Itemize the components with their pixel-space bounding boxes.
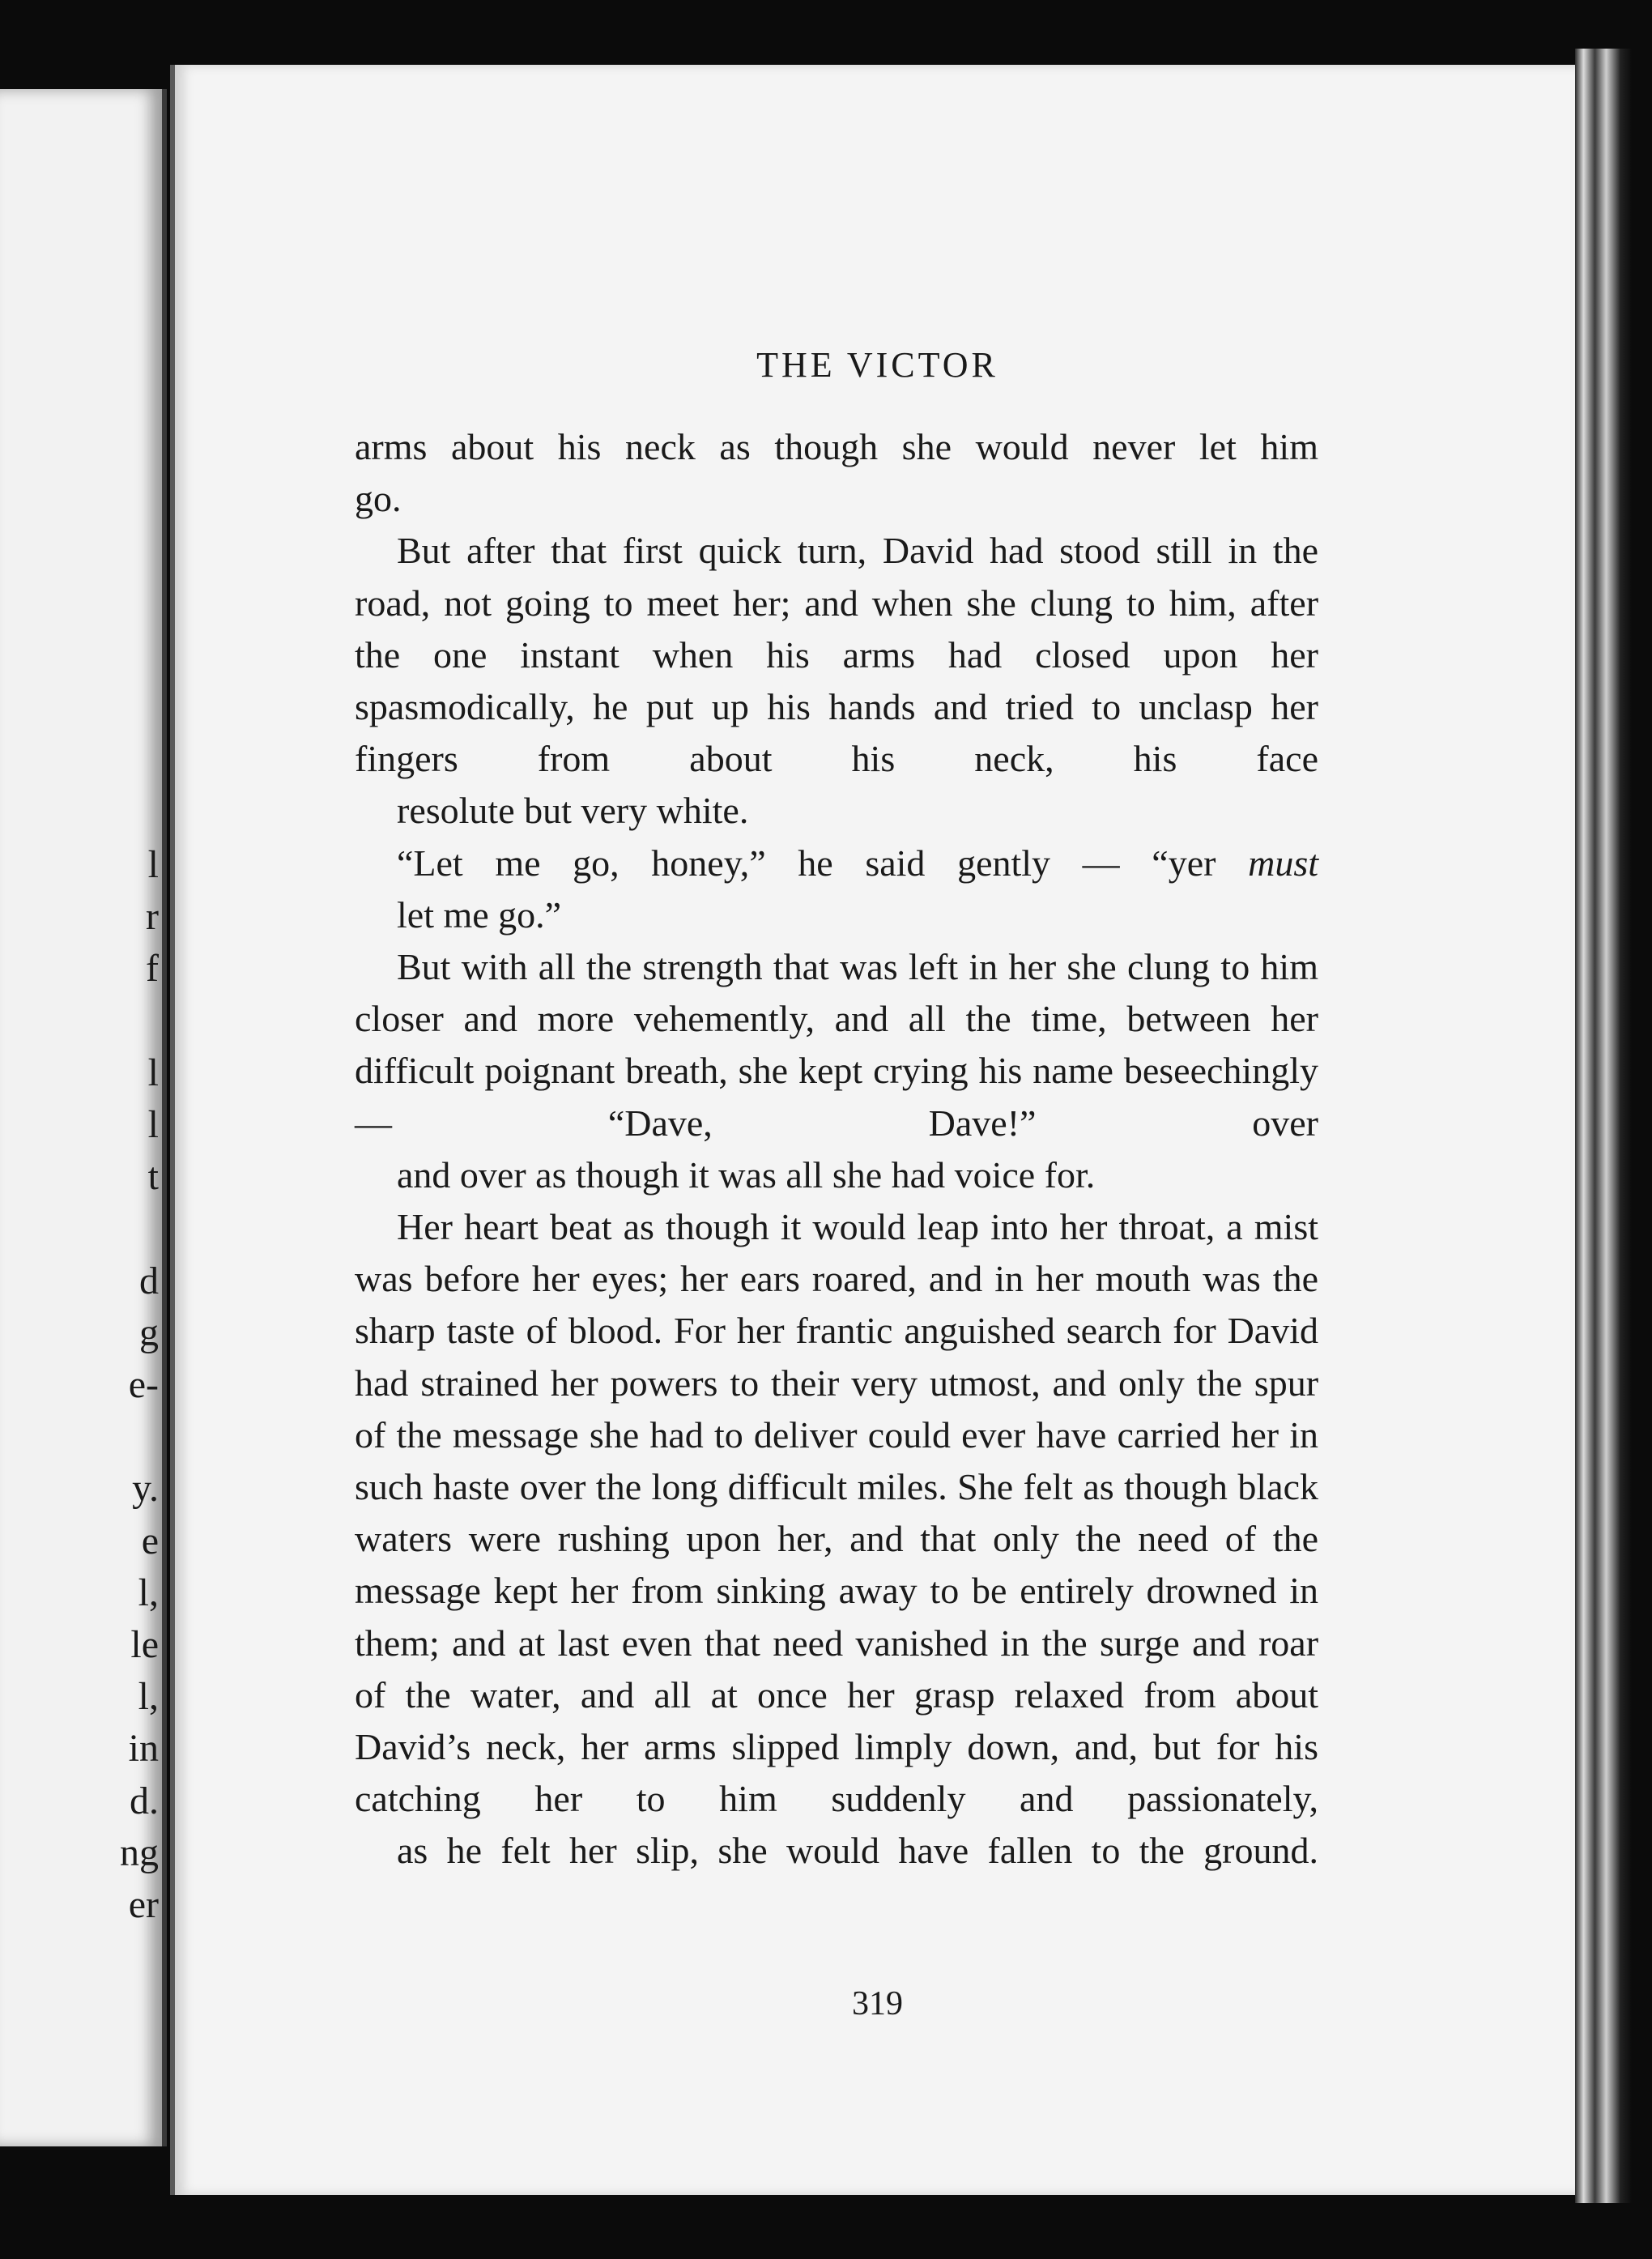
- left-page-fragment: d: [139, 1259, 159, 1302]
- line: David’s neck, her arms slipped limply down, and, but: [355, 1726, 1201, 1768]
- page-number: 319: [852, 1985, 903, 2022]
- line: upon her spasmodically, he put up his hands and tried: [355, 633, 1318, 728]
- line: arms about his neck as though she would never let him: [355, 426, 1318, 467]
- line: felt as though black waters were rushing upon her,: [355, 1466, 1318, 1560]
- paragraph-3: [355, 838, 1318, 941]
- left-page-fragment: e-: [128, 1363, 159, 1406]
- line: for his catching her to him suddenly and passionately,: [355, 1726, 1318, 1820]
- left-page-fragment: in: [128, 1727, 159, 1771]
- left-facing-page: [0, 89, 167, 2146]
- line: “Let me go, honey,” he said gently — “yer: [397, 842, 1249, 884]
- left-page-fragment: ng: [120, 1831, 159, 1874]
- line: Her heart beat as though it would leap into her: [397, 1206, 1108, 1248]
- left-page-fragment: t: [147, 1155, 159, 1199]
- line: her powers to their very utmost, and only the spur of: [355, 1362, 1319, 1456]
- paragraph-5: [355, 1201, 1318, 1878]
- left-page-fragment: r: [146, 895, 159, 939]
- book-page: [170, 65, 1580, 2195]
- line: to unclasp her fingers from about his neck, his face: [355, 686, 1318, 780]
- emphasis: must: [1248, 842, 1318, 884]
- left-page-fragment: l,: [138, 1571, 159, 1614]
- line: as he felt her slip, she would have fallen to the ground.: [397, 1830, 1318, 1872]
- left-page-fragment: er: [128, 1883, 159, 1926]
- left-page-fragment: d.: [130, 1779, 159, 1822]
- left-page-text-fragments: [120, 89, 162, 2146]
- paragraph-2: [355, 525, 1318, 837]
- line: go.: [355, 478, 402, 520]
- left-page-fragment: f: [146, 947, 159, 991]
- line: in the road, not going to meet her; and when she clung: [355, 530, 1319, 624]
- line: resolute but very white.: [397, 790, 749, 832]
- line: throat, a mist was before her eyes; her ears roared,: [355, 1206, 1318, 1300]
- line: But after that first quick turn, David had stood still: [397, 530, 1212, 572]
- left-page-fragment: e: [141, 1519, 159, 1562]
- paragraph-4: [355, 941, 1318, 1201]
- left-page-fragment: l: [147, 1051, 159, 1094]
- line: and that only the need of the message kept her from: [355, 1518, 1318, 1612]
- line: clung to him closer and more vehemently, and all the: [355, 946, 1318, 1040]
- book-cover-edge: [1575, 49, 1632, 2203]
- paragraph-1: [355, 421, 1318, 525]
- line: last even that need vanished in the surge and roar of: [355, 1622, 1319, 1716]
- line: the message she had to deliver could ever have carried: [396, 1413, 1221, 1456]
- line: But with all the strength that was left in her she: [397, 946, 1117, 988]
- left-page-fragment: l: [147, 1103, 159, 1146]
- left-page-fragment: g: [139, 1311, 159, 1354]
- line: to him, after the one instant when his arms had closed: [355, 582, 1319, 676]
- line: crying his name beseechingly — “Dave, Dave!” over: [355, 1050, 1318, 1144]
- line: sinking away to be entirely drowned in them; and at: [355, 1570, 1319, 1664]
- line: and in her mouth was the sharp taste of blood. For: [355, 1258, 1318, 1352]
- line: time, between her difficult poignant breath, she kept: [355, 998, 1318, 1092]
- left-page-fragment: le: [130, 1623, 159, 1666]
- line: her frantic anguished search for David had strained: [355, 1310, 1318, 1404]
- left-page-fragment: y.: [132, 1467, 159, 1511]
- line: her in such haste over the long difficult miles. She: [355, 1413, 1318, 1508]
- left-page-fragment: l,: [138, 1675, 159, 1719]
- body-text: [355, 421, 1318, 1878]
- line: the water, and all at once her grasp relaxed from about: [405, 1673, 1318, 1716]
- running-head: THE VICTOR: [756, 345, 998, 385]
- left-page-fragment: l: [147, 843, 159, 886]
- line: let me go.”: [397, 893, 562, 936]
- line: and over as though it was all she had voice for.: [397, 1153, 1096, 1196]
